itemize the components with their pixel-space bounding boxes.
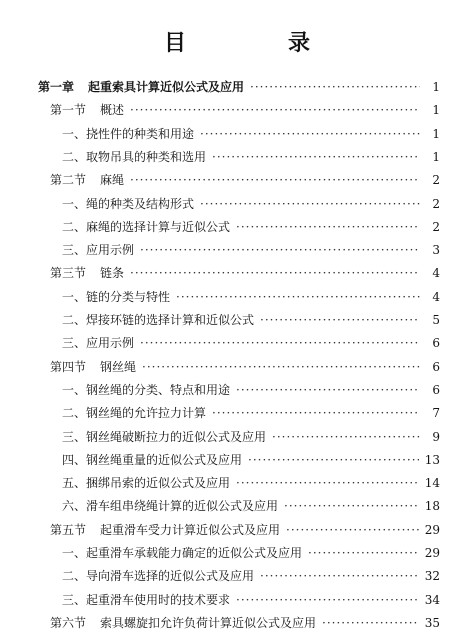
toc-entry-label bbox=[62, 197, 194, 211]
toc-entry-page: 1 bbox=[432, 126, 440, 141]
toc-entry-label bbox=[62, 569, 254, 583]
toc-entry-label bbox=[62, 336, 134, 350]
toc-entry-label bbox=[50, 173, 124, 187]
dot-leader bbox=[250, 80, 420, 94]
toc-entry-label bbox=[50, 360, 136, 374]
toc-entry-number: 第一章 bbox=[38, 80, 75, 94]
toc-entry-label bbox=[50, 523, 280, 537]
toc-entry-item bbox=[62, 127, 440, 141]
toc-entry-page: 2 bbox=[432, 173, 440, 188]
toc-entry-section bbox=[50, 360, 440, 374]
toc-entry-label bbox=[62, 127, 194, 141]
toc-entry-text: 一、挠性件的种类和用途 bbox=[62, 126, 195, 141]
dot-leader bbox=[272, 430, 420, 444]
toc-entry-page: 1 bbox=[432, 80, 440, 94]
toc-entry-text: 三、钢丝绳破断拉力的近似公式及应用 bbox=[62, 429, 267, 444]
toc-entry-label bbox=[62, 499, 278, 513]
dot-leader bbox=[236, 593, 419, 607]
toc-entry-page: 2 bbox=[432, 219, 440, 234]
toc-entry-section bbox=[50, 523, 440, 537]
dot-leader bbox=[176, 290, 420, 304]
dot-leader bbox=[260, 569, 419, 583]
toc-entry-section bbox=[50, 616, 440, 630]
toc-entry-page: 5 bbox=[432, 313, 440, 327]
toc-entry-text: 一、钢丝绳的分类、特点和用途 bbox=[62, 382, 231, 397]
toc-entry-text: 二、导向滑车选择的近似公式及应用 bbox=[62, 569, 255, 584]
dot-leader bbox=[236, 383, 420, 397]
toc-entry-item bbox=[62, 430, 440, 444]
toc-entry-item bbox=[62, 313, 440, 327]
dot-leader bbox=[286, 523, 419, 537]
toc-entry-item bbox=[62, 290, 440, 304]
toc-entry-number: 第四节 bbox=[50, 359, 87, 374]
toc-entry-number: 第一节 bbox=[50, 103, 87, 118]
toc-entry-text: 五、捆绑吊索的近似公式及应用 bbox=[62, 476, 231, 491]
toc-entry-number: 第二节 bbox=[50, 173, 87, 188]
dot-leader bbox=[130, 266, 420, 280]
toc-entry-text: 四、钢丝绳重量的近似公式及应用 bbox=[62, 452, 243, 467]
toc-entry-label bbox=[62, 593, 230, 607]
toc-entry-text: 钢丝绳 bbox=[100, 359, 137, 374]
dot-leader bbox=[212, 406, 420, 420]
dot-leader bbox=[236, 476, 419, 490]
toc-entry-label bbox=[50, 266, 124, 280]
toc-entry-page: 1 bbox=[432, 103, 440, 118]
dot-leader bbox=[130, 103, 420, 117]
dot-leader bbox=[248, 453, 419, 467]
toc-entry-text: 链条 bbox=[100, 266, 125, 281]
toc-entry-item bbox=[62, 569, 440, 583]
toc-entry-page: 1 bbox=[432, 149, 440, 164]
toc-entry-number: 第三节 bbox=[50, 266, 87, 281]
toc-entry-label bbox=[62, 383, 230, 397]
toc-entry-label bbox=[50, 103, 124, 117]
toc-entry-page: 4 bbox=[432, 266, 440, 281]
toc-entry-text: 一、起重滑车承载能力确定的近似公式及应用 bbox=[62, 546, 303, 560]
toc-entry-label bbox=[62, 546, 302, 560]
toc-entry-page: 32 bbox=[424, 569, 440, 584]
dot-leader bbox=[284, 499, 419, 513]
dot-leader bbox=[200, 127, 420, 141]
toc-entry-item bbox=[62, 336, 440, 350]
toc-entry-label bbox=[62, 453, 242, 467]
toc-entry-label bbox=[62, 243, 134, 257]
toc-entry-text: 二、麻绳的选择计算与近似公式 bbox=[62, 219, 231, 234]
toc-entry-text: 索具螺旋扣允许负荷计算近似公式及应用 bbox=[100, 615, 317, 630]
toc-entry-item bbox=[62, 197, 440, 211]
toc-entry-page: 35 bbox=[424, 615, 440, 630]
toc-entry-page: 13 bbox=[424, 452, 440, 467]
dot-leader bbox=[140, 243, 420, 257]
dot-leader bbox=[322, 616, 419, 630]
toc-entry-text: 三、应用示例 bbox=[62, 336, 135, 351]
toc-entry-section bbox=[50, 103, 440, 117]
toc-entry-text: 起重索具计算近似公式及应用 bbox=[88, 80, 245, 94]
toc-entry-text: 三、起重滑车使用时的技术要求 bbox=[62, 592, 231, 607]
toc-entry-page: 2 bbox=[432, 196, 440, 211]
toc-entry-text: 三、应用示例 bbox=[62, 243, 135, 258]
toc-entry-text: 六、滑车组串绕绳计算的近似公式及应用 bbox=[62, 499, 279, 514]
toc-entry-text: 麻绳 bbox=[100, 173, 125, 188]
toc-entry-page: 29 bbox=[424, 546, 440, 560]
toc-entry-page: 18 bbox=[424, 499, 440, 514]
dot-leader bbox=[130, 173, 420, 187]
toc-entry-page: 3 bbox=[432, 243, 440, 258]
toc-entry-text: 起重滑车受力计算近似公式及应用 bbox=[100, 522, 281, 537]
toc-entry-item bbox=[62, 406, 440, 420]
toc-entry-text: 二、取物吊具的种类和选用 bbox=[62, 149, 207, 164]
toc-entry-label bbox=[38, 80, 244, 94]
toc-entry-page: 14 bbox=[424, 476, 440, 491]
toc-entry-page: 6 bbox=[432, 336, 440, 351]
toc-entry-label bbox=[62, 430, 266, 444]
toc-entry-text: 概述 bbox=[100, 103, 125, 118]
toc-entry-item bbox=[62, 546, 440, 560]
toc-entry-item bbox=[62, 499, 440, 513]
toc-entry-page: 34 bbox=[424, 592, 440, 607]
toc-entry-number: 第五节 bbox=[50, 522, 87, 537]
toc-entry-label bbox=[62, 476, 230, 490]
toc-entry-chapter bbox=[38, 80, 440, 94]
toc-entry-page: 4 bbox=[432, 289, 440, 304]
toc-entry-number: 第六节 bbox=[50, 615, 87, 630]
toc-entry-item bbox=[62, 593, 440, 607]
dot-leader bbox=[200, 197, 420, 211]
toc-entry-section bbox=[50, 173, 440, 187]
toc-entry-text: 一、链的分类与特性 bbox=[62, 289, 171, 304]
toc-entry-item bbox=[62, 220, 440, 234]
toc-entry-text: 二、焊接环链的选择计算和近似公式 bbox=[62, 313, 255, 327]
toc-entry-item bbox=[62, 383, 440, 397]
toc-entry-item bbox=[62, 476, 440, 490]
page-title: 目 录 bbox=[163, 31, 350, 56]
toc-entry-label bbox=[62, 290, 170, 304]
toc-entry-label bbox=[62, 313, 254, 327]
toc-entry-item bbox=[62, 453, 440, 467]
toc-entry-label bbox=[62, 150, 206, 164]
dot-leader bbox=[212, 150, 420, 164]
dot-leader bbox=[236, 220, 420, 234]
dot-leader bbox=[142, 360, 420, 374]
dot-leader bbox=[308, 546, 419, 560]
toc-entry-section bbox=[50, 266, 440, 280]
toc-entry-page: 9 bbox=[432, 429, 440, 444]
toc-entry-label bbox=[62, 220, 230, 234]
toc-entry-label bbox=[50, 616, 316, 630]
toc-entry-item bbox=[62, 150, 440, 164]
dot-leader bbox=[260, 313, 420, 327]
toc-entry-page: 29 bbox=[424, 522, 440, 537]
toc-entry-page: 6 bbox=[432, 359, 440, 374]
toc-entry-text: 一、绳的种类及结构形式 bbox=[62, 196, 195, 211]
toc-entry-label bbox=[62, 406, 206, 420]
toc-entry-text: 二、钢丝绳的允许拉力计算 bbox=[62, 406, 207, 421]
toc-entry-page: 6 bbox=[432, 382, 440, 397]
toc-entry-item bbox=[62, 243, 440, 257]
toc-entry-page: 7 bbox=[432, 406, 440, 421]
dot-leader bbox=[140, 336, 420, 350]
